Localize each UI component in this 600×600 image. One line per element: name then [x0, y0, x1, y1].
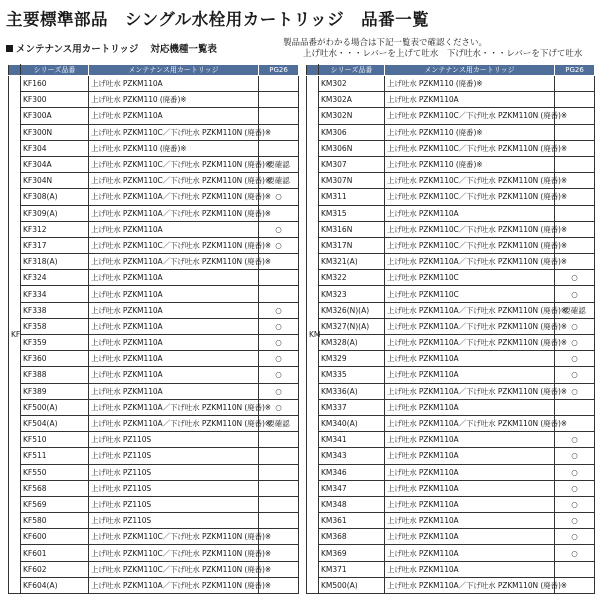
- pg26-cell: ○: [555, 318, 595, 334]
- kf-table-body: [9, 76, 299, 594]
- series-cell: KF300N: [21, 124, 89, 140]
- pg26-cell: [259, 480, 299, 496]
- table-row: [9, 448, 299, 464]
- series-cell: KF500(A): [21, 399, 89, 415]
- series-cell: KF601: [21, 545, 89, 561]
- pg26-cell: ○: [555, 545, 595, 561]
- table-row: [307, 254, 595, 270]
- cartridge-cell: 上げ吐水 PZKM110A／下げ吐水 PZKM110N (廃番)※: [385, 335, 555, 351]
- table-row: [9, 367, 299, 383]
- table-row: [307, 399, 595, 415]
- table-row: [307, 383, 595, 399]
- pg26-cell: ○: [259, 302, 299, 318]
- series-cell: KM311: [319, 189, 385, 205]
- pg26-cell: [259, 140, 299, 156]
- table-row: [9, 286, 299, 302]
- square-bullet-icon: [6, 45, 13, 52]
- series-cell: KM336(A): [319, 383, 385, 399]
- cartridge-cell: 上げ吐水 PZKM110A: [385, 545, 555, 561]
- cartridge-cell: 上げ吐水 PZKM110C／下げ吐水 PZKM110N (廃番)※: [89, 124, 259, 140]
- cartridge-cell: 上げ吐水 PZKM110A: [385, 399, 555, 415]
- note-line-1: 製品品番がわかる場合は下記一覧表で確認ください。: [283, 38, 488, 48]
- series-cell: KF358: [21, 318, 89, 334]
- cartridge-cell: 上げ吐水 PZKM110C／下げ吐水 PZKM110N (廃番)※: [385, 173, 555, 189]
- cartridge-cell: 上げ吐水 PZKM110A／下げ吐水 PZKM110N (廃番)※: [89, 254, 259, 270]
- series-cell: KF568: [21, 480, 89, 496]
- table-row: [9, 561, 299, 577]
- note-line-2: 上げ吐水・・・レバーを上げて吐水 下げ吐水・・・レバーを下げて吐水: [303, 49, 583, 59]
- cartridge-cell: 上げ吐水 PZ110S: [89, 464, 259, 480]
- km-cartridge-table: [306, 64, 595, 594]
- table-row: [307, 545, 595, 561]
- table-row: [307, 140, 595, 156]
- cartridge-cell: 上げ吐水 PZKM110A: [385, 529, 555, 545]
- table-row: [307, 221, 595, 237]
- table-row: [9, 513, 299, 529]
- pg26-cell: [259, 270, 299, 286]
- cartridge-cell: 上げ吐水 PZKM110A: [89, 383, 259, 399]
- cartridge-cell: 上げ吐水 PZKM110 (廃番)※: [385, 124, 555, 140]
- table-row: [307, 76, 595, 92]
- pg26-cell: ○: [555, 496, 595, 512]
- cartridge-cell: 上げ吐水 PZKM110A／下げ吐水 PZKM110N (廃番)※: [385, 318, 555, 334]
- series-cell: KF300: [21, 92, 89, 108]
- series-cell: KF308(A): [21, 189, 89, 205]
- cartridge-cell: 上げ吐水 PZ110S: [89, 448, 259, 464]
- table-row: [307, 464, 595, 480]
- table-row: [9, 140, 299, 156]
- pg26-cell: 要確認: [555, 302, 595, 318]
- cartridge-cell: 上げ吐水 PZKM110A: [89, 286, 259, 302]
- series-cell: KM347: [319, 480, 385, 496]
- pg26-cell: ○: [259, 237, 299, 253]
- cartridge-cell: 上げ吐水 PZKM110A: [385, 205, 555, 221]
- cartridge-cell: 上げ吐水 PZKM110A／下げ吐水 PZKM110N (廃番)※: [385, 302, 555, 318]
- pg26-cell: 要確認: [259, 173, 299, 189]
- series-cell: KM346: [319, 464, 385, 480]
- kf-cartridge-table: [8, 64, 299, 594]
- series-cell: KF550: [21, 464, 89, 480]
- table-row: [9, 335, 299, 351]
- series-cell: KF604(A): [21, 577, 89, 593]
- table-row: [9, 432, 299, 448]
- pg26-cell: ○: [259, 383, 299, 399]
- table-row: [307, 513, 595, 529]
- series-cell: KF324: [21, 270, 89, 286]
- table-row: [307, 496, 595, 512]
- table-row: [307, 318, 595, 334]
- table-row: [307, 415, 595, 431]
- series-cell: KF600: [21, 529, 89, 545]
- cartridge-cell: 上げ吐水 PZKM110A／下げ吐水 PZKM110N (廃番)※: [385, 383, 555, 399]
- series-cell: KF388: [21, 367, 89, 383]
- table-row: [307, 237, 595, 253]
- table-row: [9, 221, 299, 237]
- pg26-cell: ○: [259, 351, 299, 367]
- cartridge-cell: 上げ吐水 PZKM110A: [385, 432, 555, 448]
- pg26-cell: [555, 205, 595, 221]
- cartridge-cell: 上げ吐水 PZ110S: [89, 496, 259, 512]
- series-cell: KM307N: [319, 173, 385, 189]
- cartridge-cell: 上げ吐水 PZKM110C: [385, 286, 555, 302]
- section-subtitle: 対応機種一覧表: [150, 44, 217, 55]
- pg26-cell: ○: [555, 270, 595, 286]
- pg26-cell: ○: [555, 513, 595, 529]
- series-cell: KM306: [319, 124, 385, 140]
- series-cell: KM361: [319, 513, 385, 529]
- section-heading: [6, 41, 217, 55]
- table-row: [307, 480, 595, 496]
- series-cell: KF160: [21, 76, 89, 92]
- cartridge-cell: 上げ吐水 PZKM110C／下げ吐水 PZKM110N (廃番)※: [89, 173, 259, 189]
- cartridge-cell: 上げ吐水 PZKM110A: [385, 448, 555, 464]
- pg26-cell: ○: [555, 480, 595, 496]
- series-cell: KF569: [21, 496, 89, 512]
- series-cell: KM302: [319, 76, 385, 92]
- cartridge-cell: 上げ吐水 PZKM110C／下げ吐水 PZKM110N (廃番)※: [89, 529, 259, 545]
- usage-note: [283, 38, 582, 60]
- pg26-cell: [555, 92, 595, 108]
- table-row: [9, 318, 299, 334]
- section-title: メンテナンス用カートリッジ: [16, 44, 139, 55]
- table-row: [9, 108, 299, 124]
- header-cartridge: メンテナンス用カートリッジ: [89, 65, 259, 76]
- cartridge-cell: 上げ吐水 PZKM110C／下げ吐水 PZKM110N (廃番)※: [89, 156, 259, 172]
- pg26-cell: ○: [555, 351, 595, 367]
- km-table-body: [307, 76, 595, 594]
- cartridge-cell: 上げ吐水 PZKM110A: [89, 335, 259, 351]
- pg26-cell: 要確認: [259, 415, 299, 431]
- page-title: 主要標準部品 シングル水栓用カートリッジ 品番一覧: [6, 10, 430, 29]
- series-cell: KF304N: [21, 173, 89, 189]
- series-cell: KF580: [21, 513, 89, 529]
- cartridge-cell: 上げ吐水 PZKM110A: [89, 221, 259, 237]
- cartridge-cell: 上げ吐水 PZKM110A／下げ吐水 PZKM110N (廃番)※: [89, 399, 259, 415]
- series-cell: KM323: [319, 286, 385, 302]
- series-cell: KF510: [21, 432, 89, 448]
- cartridge-cell: 上げ吐水 PZKM110A: [385, 92, 555, 108]
- series-cell: KF304A: [21, 156, 89, 172]
- series-cell: KM302A: [319, 92, 385, 108]
- series-cell: KM368: [319, 529, 385, 545]
- series-cell: KM500(A): [319, 577, 385, 593]
- table-row: [9, 92, 299, 108]
- cartridge-cell: 上げ吐水 PZKM110A: [385, 480, 555, 496]
- series-cell: KM371: [319, 561, 385, 577]
- pg26-cell: ○: [555, 432, 595, 448]
- table-row: [9, 545, 299, 561]
- series-cell: KM328(A): [319, 335, 385, 351]
- series-cell: KF318(A): [21, 254, 89, 270]
- table-row: [9, 76, 299, 92]
- series-cell: KF511: [21, 448, 89, 464]
- pg26-cell: 要確認: [259, 156, 299, 172]
- pg26-cell: [259, 108, 299, 124]
- header-cartridge: メンテナンス用カートリッジ: [385, 65, 555, 76]
- table-row: [9, 156, 299, 172]
- series-group-label: KM: [307, 76, 319, 594]
- table-row: [307, 351, 595, 367]
- series-cell: KF312: [21, 221, 89, 237]
- series-cell: KF360: [21, 351, 89, 367]
- table-row: [307, 302, 595, 318]
- table-row: [9, 254, 299, 270]
- cartridge-cell: 上げ吐水 PZKM110A: [385, 464, 555, 480]
- pg26-cell: ○: [259, 367, 299, 383]
- pg26-cell: [555, 399, 595, 415]
- table-row: [307, 124, 595, 140]
- table-row: [9, 237, 299, 253]
- series-group-label: KF: [9, 76, 21, 594]
- cartridge-cell: 上げ吐水 PZKM110C／下げ吐水 PZKM110N (廃番)※: [89, 545, 259, 561]
- cartridge-cell: 上げ吐水 PZKM110A: [385, 351, 555, 367]
- table-row: [9, 302, 299, 318]
- pg26-cell: ○: [555, 335, 595, 351]
- series-cell: KM302N: [319, 108, 385, 124]
- series-cell: KF334: [21, 286, 89, 302]
- cartridge-cell: 上げ吐水 PZKM110A／下げ吐水 PZKM110N (廃番)※: [89, 577, 259, 593]
- table-row: [9, 351, 299, 367]
- series-cell: KM306N: [319, 140, 385, 156]
- pg26-cell: [555, 156, 595, 172]
- series-cell: KM337: [319, 399, 385, 415]
- cartridge-cell: 上げ吐水 PZKM110A: [89, 367, 259, 383]
- table-row: [9, 189, 299, 205]
- pg26-cell: [259, 513, 299, 529]
- series-cell: KM326(N)(A): [319, 302, 385, 318]
- series-cell: KF300A: [21, 108, 89, 124]
- cartridge-cell: 上げ吐水 PZKM110A: [89, 302, 259, 318]
- header-series: シリーズ品番: [21, 65, 89, 76]
- pg26-cell: [259, 448, 299, 464]
- series-cell: KF389: [21, 383, 89, 399]
- table-row: [307, 448, 595, 464]
- pg26-cell: [259, 432, 299, 448]
- pg26-cell: ○: [555, 448, 595, 464]
- pg26-cell: [259, 464, 299, 480]
- series-cell: KM329: [319, 351, 385, 367]
- group-header: [307, 65, 319, 76]
- series-cell: KF359: [21, 335, 89, 351]
- pg26-cell: [555, 124, 595, 140]
- cartridge-cell: 上げ吐水 PZKM110A: [89, 108, 259, 124]
- table-row: [307, 270, 595, 286]
- pg26-cell: ○: [555, 367, 595, 383]
- cartridge-cell: 上げ吐水 PZ110S: [89, 513, 259, 529]
- table-row: [9, 205, 299, 221]
- table-row: [9, 383, 299, 399]
- table-row: [9, 270, 299, 286]
- table-row: [307, 173, 595, 189]
- cartridge-cell: 上げ吐水 PZKM110A／下げ吐水 PZKM110N (廃番)※: [385, 577, 555, 593]
- cartridge-cell: 上げ吐水 PZKM110A／下げ吐水 PZKM110N (廃番)※: [89, 415, 259, 431]
- pg26-cell: ○: [259, 335, 299, 351]
- table-row: [307, 432, 595, 448]
- series-cell: KF504(A): [21, 415, 89, 431]
- cartridge-cell: 上げ吐水 PZKM110A: [385, 367, 555, 383]
- series-cell: KF317: [21, 237, 89, 253]
- cartridge-cell: 上げ吐水 PZ110S: [89, 480, 259, 496]
- header-pg26: PG26: [555, 65, 595, 76]
- cartridge-cell: 上げ吐水 PZKM110A／下げ吐水 PZKM110N (廃番)※: [385, 254, 555, 270]
- cartridge-cell: 上げ吐水 PZKM110A: [89, 270, 259, 286]
- table-row: [9, 173, 299, 189]
- cartridge-cell: 上げ吐水 PZKM110 (廃番)※: [385, 76, 555, 92]
- cartridge-cell: 上げ吐水 PZKM110C／下げ吐水 PZKM110N (廃番)※: [89, 561, 259, 577]
- table-row: [9, 496, 299, 512]
- cartridge-cell: 上げ吐水 PZKM110A: [89, 318, 259, 334]
- pg26-cell: [555, 76, 595, 92]
- table-row: [307, 529, 595, 545]
- cartridge-cell: 上げ吐水 PZKM110A: [385, 561, 555, 577]
- series-cell: KF309(A): [21, 205, 89, 221]
- table-row: [9, 577, 299, 593]
- series-cell: KM315: [319, 205, 385, 221]
- series-cell: KF338: [21, 302, 89, 318]
- cartridge-cell: 上げ吐水 PZKM110A／下げ吐水 PZKM110N (廃番)※: [89, 189, 259, 205]
- cartridge-cell: 上げ吐水 PZKM110 (廃番)※: [385, 156, 555, 172]
- series-cell: KM317N: [319, 237, 385, 253]
- series-cell: KF304: [21, 140, 89, 156]
- table-row: [307, 577, 595, 593]
- series-cell: KM316N: [319, 221, 385, 237]
- cartridge-cell: 上げ吐水 PZKM110C／下げ吐水 PZKM110N (廃番)※: [385, 221, 555, 237]
- cartridge-cell: 上げ吐水 PZKM110 (廃番)※: [89, 140, 259, 156]
- series-cell: KM335: [319, 367, 385, 383]
- series-cell: KM341: [319, 432, 385, 448]
- table-row: [307, 367, 595, 383]
- table-row: [307, 108, 595, 124]
- header-pg26: PG26: [259, 65, 299, 76]
- pg26-cell: ○: [555, 383, 595, 399]
- pg26-cell: ○: [555, 286, 595, 302]
- table-row: [307, 156, 595, 172]
- cartridge-cell: 上げ吐水 PZKM110C／下げ吐水 PZKM110N (廃番)※: [385, 237, 555, 253]
- series-cell: KM369: [319, 545, 385, 561]
- series-cell: KM321(A): [319, 254, 385, 270]
- table-row: [307, 335, 595, 351]
- series-cell: KM307: [319, 156, 385, 172]
- series-cell: KM340(A): [319, 415, 385, 431]
- cartridge-cell: 上げ吐水 PZKM110A: [89, 76, 259, 92]
- pg26-cell: ○: [259, 189, 299, 205]
- group-header: [9, 65, 21, 76]
- cartridge-cell: 上げ吐水 PZKM110C／下げ吐水 PZKM110N (廃番)※: [385, 189, 555, 205]
- table-row: [9, 529, 299, 545]
- pg26-cell: [259, 76, 299, 92]
- table-row: [9, 399, 299, 415]
- table-row: [307, 205, 595, 221]
- pg26-cell: [259, 92, 299, 108]
- pg26-cell: ○: [555, 529, 595, 545]
- series-cell: KM343: [319, 448, 385, 464]
- table-row: [307, 92, 595, 108]
- series-cell: KF602: [21, 561, 89, 577]
- table-row: [9, 415, 299, 431]
- series-cell: KM327(N)(A): [319, 318, 385, 334]
- table-row: [9, 464, 299, 480]
- pg26-cell: [555, 561, 595, 577]
- table-row: [9, 124, 299, 140]
- pg26-cell: [259, 286, 299, 302]
- cartridge-cell: 上げ吐水 PZKM110 (廃番)※: [89, 92, 259, 108]
- pg26-cell: ○: [259, 399, 299, 415]
- table-row: [307, 286, 595, 302]
- header-series: シリーズ品番: [319, 65, 385, 76]
- table-row: [307, 189, 595, 205]
- cartridge-cell: 上げ吐水 PZ110S: [89, 432, 259, 448]
- cartridge-cell: 上げ吐水 PZKM110A: [89, 351, 259, 367]
- table-row: [9, 480, 299, 496]
- cartridge-cell: 上げ吐水 PZKM110A: [385, 513, 555, 529]
- pg26-cell: ○: [259, 318, 299, 334]
- table-row: [307, 561, 595, 577]
- pg26-cell: ○: [259, 221, 299, 237]
- pg26-cell: ○: [555, 464, 595, 480]
- cartridge-cell: 上げ吐水 PZKM110A／下げ吐水 PZKM110N (廃番)※: [385, 415, 555, 431]
- series-cell: KM348: [319, 496, 385, 512]
- series-cell: KM322: [319, 270, 385, 286]
- cartridge-cell: 上げ吐水 PZKM110C: [385, 270, 555, 286]
- cartridge-cell: 上げ吐水 PZKM110C／下げ吐水 PZKM110N (廃番)※: [385, 140, 555, 156]
- pg26-cell: [259, 496, 299, 512]
- cartridge-cell: 上げ吐水 PZKM110A: [385, 496, 555, 512]
- cartridge-cell: 上げ吐水 PZKM110A／下げ吐水 PZKM110N (廃番)※: [89, 205, 259, 221]
- cartridge-cell: 上げ吐水 PZKM110C／下げ吐水 PZKM110N (廃番)※: [89, 237, 259, 253]
- cartridge-cell: 上げ吐水 PZKM110C／下げ吐水 PZKM110N (廃番)※: [385, 108, 555, 124]
